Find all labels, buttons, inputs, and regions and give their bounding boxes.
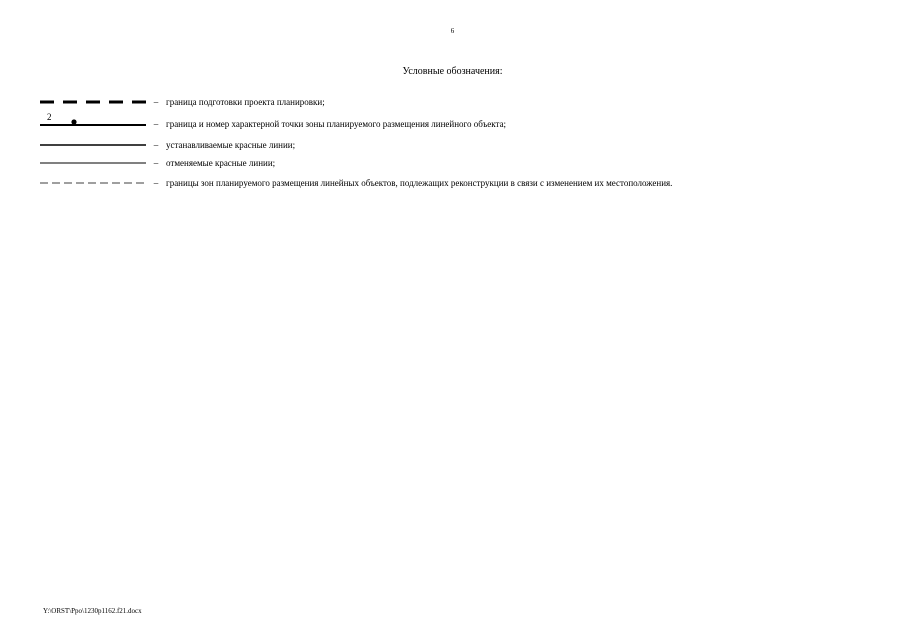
solid-line-icon (40, 139, 146, 151)
thick-dashed-line-icon (40, 96, 146, 108)
legend-item-cancelled-red-lines (40, 157, 275, 169)
legend-separator: – (153, 158, 159, 168)
legend-item-label: граница и номер характерной точки зоны планируемого размещения линейного объекта; (166, 119, 507, 129)
legend-item-label: граница подготовки проекта планировки; (166, 97, 325, 107)
legend-item-established-red-lines (40, 139, 295, 151)
thick-dashed-line-symbol (40, 96, 146, 108)
solid-line-symbol (40, 139, 146, 151)
legend-separator: – (153, 119, 159, 129)
legend-item-label: устанавливаемые красные линии; (166, 140, 296, 150)
footer-file-path: Y:\ORST\Ppo\1230p1162.f21.docx (43, 607, 142, 615)
legend-item-planning-boundary (40, 96, 325, 108)
thin-dashed-line-icon (40, 177, 146, 189)
page-number: 6 (450, 27, 455, 35)
legend-item-label: границы зон планируемого размещения линейных объектов, подлежащих реконструкции в связи с изменением их местоположения. (166, 178, 673, 188)
legend-separator: – (153, 97, 159, 107)
line-with-point-symbol (40, 112, 146, 130)
legend-item-label: отменяемые красные линии; (166, 158, 276, 168)
legend-separator: – (153, 140, 159, 150)
thin-line-symbol (40, 157, 146, 169)
legend-item-reconstruction-zones (40, 177, 672, 189)
line-with-point-icon (40, 118, 146, 130)
legend-title: Условные обозначения: (402, 66, 503, 77)
legend-item-linear-object-zone (40, 112, 507, 130)
point-number-label: 2 (47, 112, 52, 122)
legend-separator: – (153, 178, 159, 188)
thin-dashed-line-symbol (40, 177, 146, 189)
thin-line-icon (40, 157, 146, 169)
